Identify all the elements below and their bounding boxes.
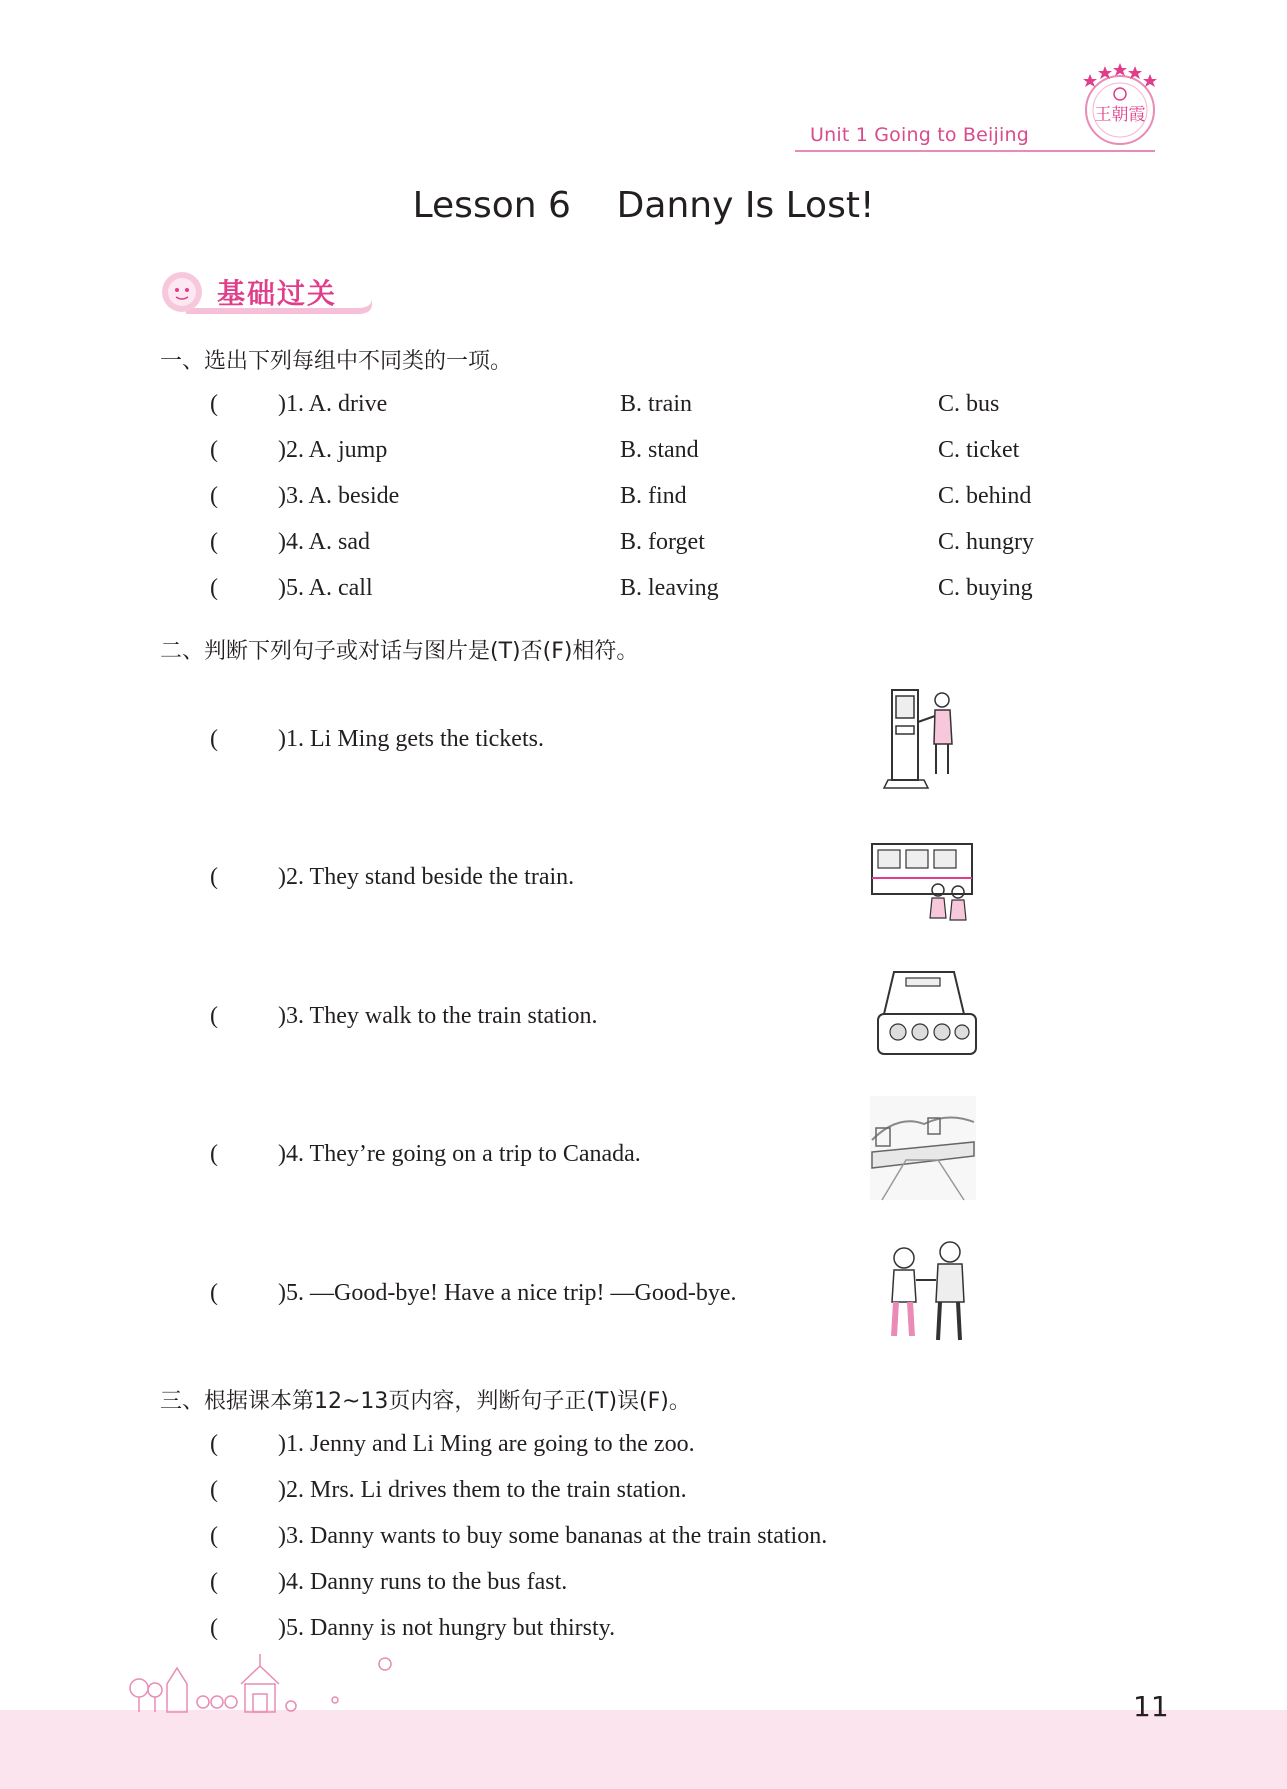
unit-header: Unit 1 Going to Beijing	[810, 124, 1029, 146]
lesson-title: Lesson 6 Danny Is Lost!	[412, 185, 875, 226]
answer-blank-open: (	[210, 1141, 218, 1167]
option-c: C. hungry	[938, 529, 1034, 555]
statement-text: )5. Danny is not hungry but thirsty.	[278, 1615, 616, 1641]
handshake-picture-icon	[876, 1236, 986, 1346]
badge-label: 基础过关	[217, 277, 338, 310]
question-a: )5. A. call	[278, 575, 373, 601]
statement-text: )1. Li Ming gets the tickets.	[278, 726, 544, 752]
option-c: C. behind	[938, 483, 1032, 509]
question-a: )2. A. jump	[278, 437, 388, 463]
question-a: )3. A. beside	[278, 483, 400, 509]
answer-blank-open: (	[210, 1431, 218, 1457]
option-b: B. train	[620, 391, 692, 417]
answer-blank-open: (	[210, 1003, 218, 1029]
statement-text: )4. They’re going on a trip to Canada.	[278, 1141, 641, 1167]
answer-blank-open: (	[210, 437, 218, 463]
answer-blank-open: (	[210, 575, 218, 601]
great-wall-picture-icon	[868, 1094, 978, 1204]
ticket-machine-picture-icon	[880, 682, 990, 792]
answer-blank-open: (	[210, 1569, 218, 1595]
option-b: B. leaving	[620, 575, 719, 601]
car-picture-icon	[872, 958, 982, 1068]
option-b: B. forget	[620, 529, 705, 555]
statement-text: )4. Danny runs to the bus fast.	[278, 1569, 568, 1595]
section3-title: 三、根据课本第12~13页内容，判断句子正(T)误(F)。	[160, 1389, 691, 1414]
question-a: )1. A. drive	[278, 391, 388, 417]
footer-band	[0, 1710, 1287, 1789]
answer-blank-open: (	[210, 1615, 218, 1641]
answer-blank-open: (	[210, 529, 218, 555]
answer-blank-open: (	[210, 726, 218, 752]
answer-blank-open: (	[210, 1280, 218, 1306]
train-picture-icon	[868, 830, 978, 940]
statement-text: )3. Danny wants to buy some bananas at the train station.	[278, 1523, 828, 1549]
publisher-logo-icon	[1072, 58, 1168, 154]
answer-blank-open: (	[210, 1477, 218, 1503]
town-decoration-icon	[125, 1650, 405, 1716]
svg-text:王朝霞: 王朝霞	[1094, 105, 1146, 125]
section2-title: 二、判断下列句子或对话与图片是(T)否(F)相符。	[160, 639, 639, 664]
statement-text: )2. They stand beside the train.	[278, 864, 575, 890]
section1-title: 一、选出下列每组中不同类的一项。	[160, 349, 513, 374]
answer-blank-open: (	[210, 1523, 218, 1549]
statement-text: )5. —Good-bye! Have a nice trip! —Good-bye.	[278, 1280, 737, 1306]
statement-text: )1. Jenny and Li Ming are going to the zoo.	[278, 1431, 695, 1457]
answer-blank-open: (	[210, 864, 218, 890]
statement-text: )3. They walk to the train station.	[278, 1003, 598, 1029]
answer-blank-open: (	[210, 391, 218, 417]
option-c: C. ticket	[938, 437, 1020, 463]
option-c: C. bus	[938, 391, 1000, 417]
option-c: C. buying	[938, 575, 1033, 601]
page-number: 11	[1133, 1690, 1169, 1723]
option-b: B. find	[620, 483, 687, 509]
option-b: B. stand	[620, 437, 699, 463]
answer-blank-open: (	[210, 483, 218, 509]
question-a: )4. A. sad	[278, 529, 370, 555]
statement-text: )2. Mrs. Li drives them to the train station.	[278, 1477, 687, 1503]
